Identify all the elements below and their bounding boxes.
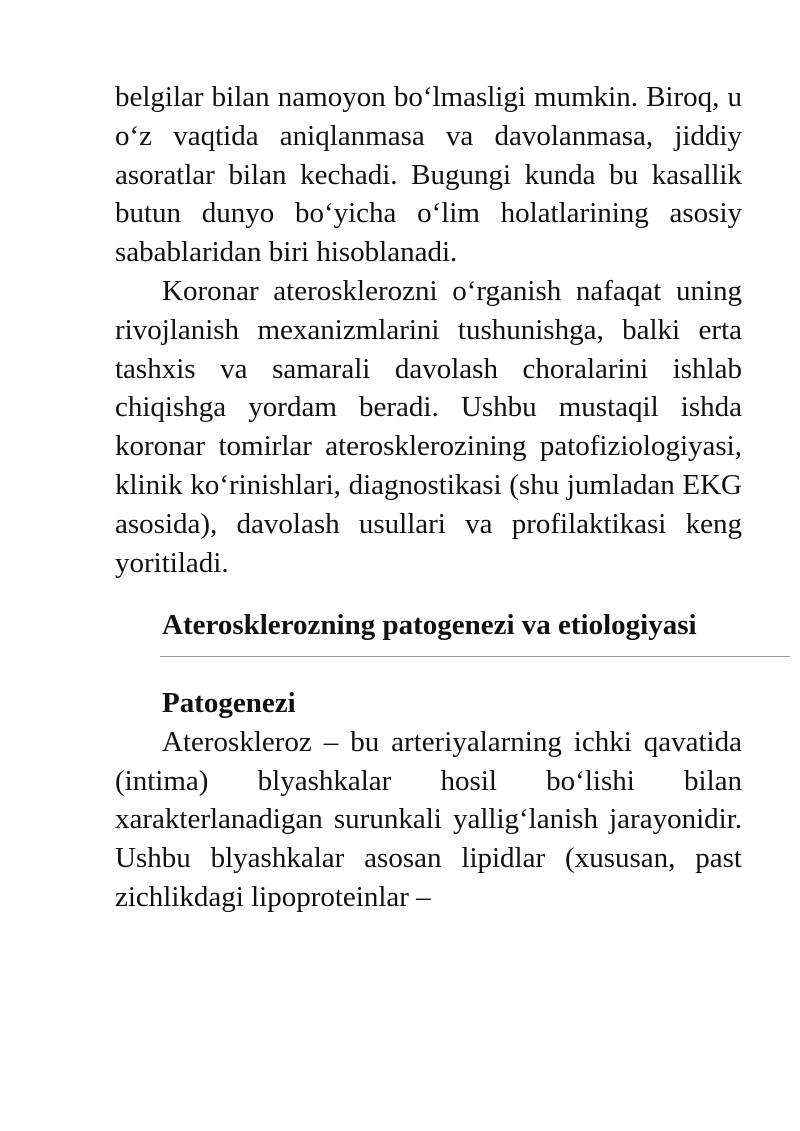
document-page	[115, 78, 742, 917]
subsection-heading: Patogenezi	[162, 686, 296, 719]
body-paragraph-continuation: belgilar bilan namoyon bo‘lmasligi mumkin. Biroq, u o‘z vaqtida aniqlanmasa va davolanmasa, jiddiy asoratlar bilan kechadi. Bugungi kunda bu kasallik butun dunyo bo‘yicha o‘lim holatlarining asosiy sabablaridan biri hisoblanadi.	[115, 81, 742, 269]
body-paragraph-pathogenesis: Ateroskleroz – bu arteriyalarning ichki qavatida (intima) blyashkalar hosil bo‘lishi bilan xarakterlanadigan surunkali yallig‘lanish jarayonidir. Ushbu blyashkalar asosan lipidlar (xususan, past zichlikdagi lipoproteinlar –	[115, 725, 742, 913]
horizontal-divider	[160, 656, 790, 657]
body-paragraph-intro: Koronar aterosklerozni o‘rganish nafaqat uning rivojlanish mexanizmlarini tushunishga, balki erta tashxis va samarali davolash choralarini ishlab chiqishga yordam beradi. Ushbu mustaqil ishda koronar tomirlar aterosklerozining patofiziologiyasi, klinik ko‘rinishlari, diagnostikasi (shu jumladan EKG asosida), davolash usullari va profilaktikasi keng yoritiladi.	[115, 274, 742, 579]
section-heading: Aterosklerozning patogenezi va etiologiyasi	[162, 609, 697, 642]
